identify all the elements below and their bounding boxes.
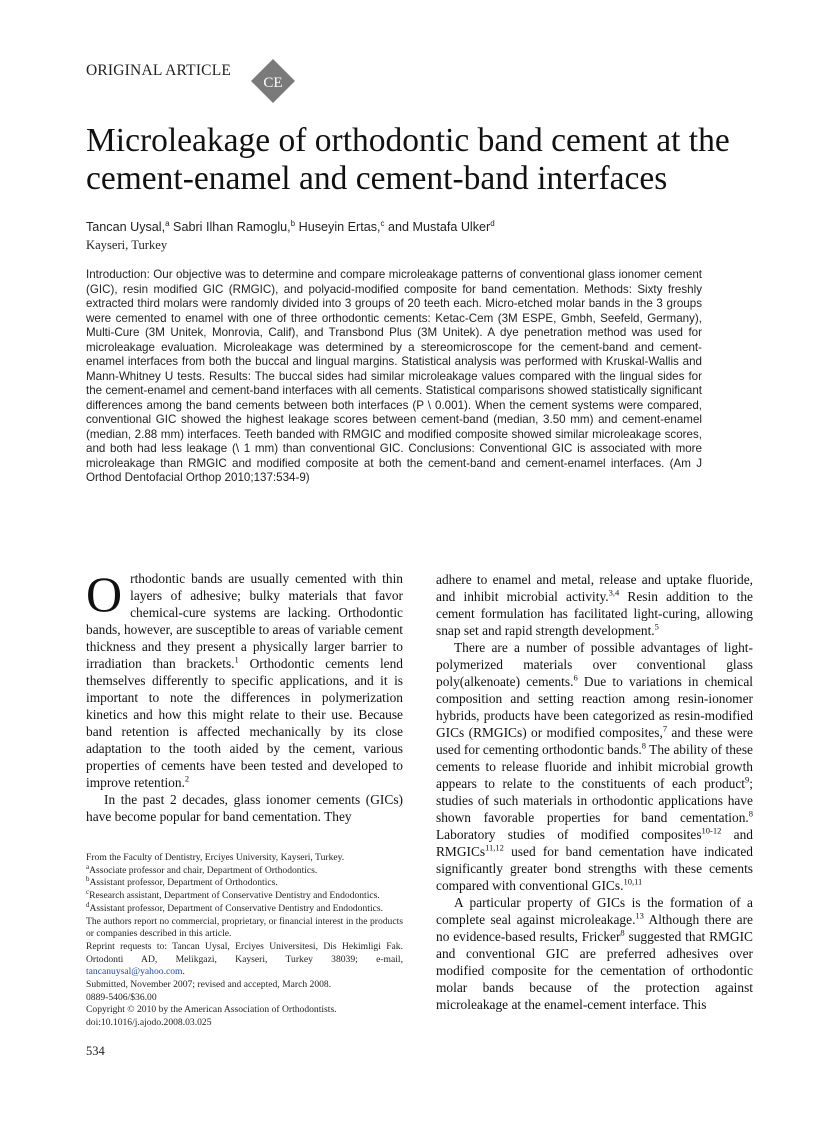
- reprint-end: .: [182, 966, 185, 978]
- affiliation-footnote: [86, 862, 403, 878]
- citation-mark: 8: [641, 740, 647, 751]
- citation-mark: 10,11: [623, 876, 643, 887]
- author-name: and Mustafa Ulker: [384, 220, 491, 235]
- citation-mark: 8: [748, 808, 753, 819]
- text-run: A particular property of GICs is the formation of a complete seal against microleakage.: [436, 895, 753, 927]
- abstract: Introduction: Our objective was to determine and compare microleakage patterns of conventional glass ionomer cement (GIC), resin modified GIC (RMGIC), and polyacid-modified composite for band cementation. Methods: Sixty freshly extracted third molars were randomly divided into 3 groups of 20 teeth each. Micro-etched molar bands in the 3 groups were cemented to enamel with one of three orthodontic cements: Ketac-Cem (3M ESPE, Gmbh, Seefeld, Germany), Multi-Cure (3M Unitek, Monrovia, Calif), and Transbond Plus (3M Unitek). A dye penetration method was used for microleakage evaluation. Microleakage was determined by a stereomicroscope for the cement-band and cement-enamel interfaces from both the buccal and lingual margins. Statistical analysis was performed with Kruskal-Wallis and Mann-Whitney U tests. Results: The buccal sides had similar microleakage values compared with the lingual sides for the cement-enamel and cement-band interfaces with all cements. Statistical comparisons showed statistically significant differences among the band cements between both interfaces (P \ 0.001). When the cement systems were compared, conventional GIC showed the highest leakage scores between cement-band (median, 3.50 mm) and cement-enamel (median, 2.88 mm) interfaces. Teeth banded with RMGIC and modified composite showed similar microleakage scores, and both had less leakage (\ 1 mm) than conventional GIC. Conclusions: Conventional GIC is associated with more microleakage than RMGIC and modified composite at both the cement-band and cement-enamel interfaces. (Am J Orthod Dentofacial Orthop 2010;137:534-9): [86, 268, 702, 484]
- affiliation-footnote: [86, 900, 403, 916]
- affiliation-footnote: [86, 877, 403, 890]
- page-number: 534: [86, 1044, 105, 1058]
- citation-mark: 9: [745, 774, 750, 785]
- body-paragraph: [436, 894, 753, 1013]
- footnote-doi: doi:10.1016/j.ajodo.2008.03.025: [86, 1017, 212, 1029]
- affiliation-mark: a: [86, 862, 90, 871]
- section-label: ORIGINAL ARTICLE: [86, 62, 232, 79]
- footnote-disclosure: The authors report no commercial, proprietary, or financial interest in the products or companies described in this article.: [86, 915, 403, 940]
- continuing-education-badge-icon: [250, 58, 296, 104]
- citation-mark: 1: [234, 654, 239, 665]
- footnote-reprint: [86, 941, 403, 979]
- affiliation-mark: a: [165, 219, 170, 228]
- affiliation-footnote: [86, 887, 403, 903]
- affiliation-mark: d: [86, 900, 90, 909]
- affiliation-text: Assistant professor, Department of Orthodontics.: [89, 877, 278, 889]
- reprint-text: Reprint requests to: Tancan Uysal, Erciyes Universitesi, Dis Hekimligi Fak. Ortodonti AD, Melikgazi, Kayseri, Turkey 38039; e-mail,: [86, 940, 403, 965]
- text-run: and these were used for cementing orthodontic bands.: [436, 725, 753, 757]
- footnote-copyright: Copyright © 2010 by the American Association of Orthodontists.: [86, 1004, 337, 1016]
- citation-mark: 2: [184, 773, 190, 784]
- text-run: Resin addition to the cement formulation has facilitated light-curing, allowing snap set and rapid strength development.: [436, 589, 754, 638]
- email-link[interactable]: tancanuysal@yahoo.com: [86, 966, 183, 978]
- citation-mark: 8: [620, 927, 625, 938]
- text-run: Due to variations in chemical composition and setting reaction among resin-ionomer hybrids, products have been categorized as resin-modified GICs (RMGICs) or modified composites,: [436, 674, 753, 740]
- drop-cap: O: [86, 566, 123, 622]
- body-column-left: [86, 566, 403, 825]
- affiliation-mark: c: [380, 219, 385, 228]
- body-paragraph: [86, 791, 403, 825]
- affiliation-mark: c: [86, 887, 90, 896]
- body-paragraph: [86, 566, 403, 791]
- text-run: Orthodontic cements lend themselves differently to specific applications, and it is important to note the differences in polymerization kinetics and how this might relate to their use. Because band retention is affected mechanically by its close adaptation to the tooth aided by the cement, various properties of cements have been tested and developed to improve retention.: [86, 656, 403, 790]
- citation-mark: 3,4: [608, 587, 620, 598]
- text-run: suggested that RMGIC and conventional GIC are preferred adhesives over modified composite for the cementation of orthodontic molar bands because of the protection against microleakage at the enamel-cement interface. This: [436, 929, 753, 1012]
- citation-mark: 6: [573, 672, 578, 683]
- text-run: Although there are no evidence-based results, Fricker: [436, 912, 753, 944]
- affiliation-text: Associate professor and chair, Department of Orthodontics.: [89, 864, 318, 876]
- affiliation-list: [86, 862, 403, 916]
- footnote-issn: 0889-5406/$36.00: [86, 991, 157, 1003]
- text-run: rthodontic bands are usually cemented with thin layers of adhesive; bulky materials that favor chemical-cure systems are lacking. Orthodontic bands, however, are susceptible to areas of variable cement thickness and they present a physically larger barrier to irradiation than brackets.: [86, 571, 403, 671]
- author-list: [86, 219, 495, 234]
- badge-text: CE: [263, 75, 283, 91]
- citation-mark: 5: [654, 621, 659, 632]
- author-name: Huseyin Ertas,: [295, 220, 381, 235]
- author-location: Kayseri, Turkey: [86, 238, 168, 252]
- citation-mark: 11,12: [485, 842, 504, 853]
- text-run: In the past 2 decades, glass ionomer cements (GICs) have become popular for band cementation. They: [86, 792, 403, 824]
- affiliation-mark: b: [290, 219, 296, 228]
- affiliation-text: Assistant professor, Department of Conservative Dentistry and Endodontics.: [89, 902, 383, 914]
- citation-mark: 7: [662, 723, 668, 734]
- author-name: Tancan Uysal,: [86, 220, 166, 235]
- body-paragraph: [436, 571, 753, 639]
- text-run: There are a number of possible advantages of light-polymerized materials over conventional glass poly(alkenoate) cements.: [436, 640, 753, 689]
- affiliation-mark: d: [490, 219, 495, 228]
- author-name: Sabri Ilhan Ramoglu,: [169, 220, 291, 235]
- text-run: The ability of these cements to release fluoride and inhibit microbial growth appears to relate to the constituents of each product: [436, 742, 753, 791]
- text-run: Laboratory studies of modified composites: [436, 827, 702, 842]
- citation-mark: 13: [635, 910, 644, 921]
- body-paragraph: [436, 639, 753, 894]
- footnote-submitted: Submitted, November 2007; revised and accepted, March 2008.: [86, 979, 332, 991]
- text-run: and RMGICs: [436, 827, 754, 859]
- affiliation-mark: b: [86, 875, 90, 884]
- article-title: Microleakage of orthodontic band cement at the cement-enamel and cement-band interfaces: [86, 122, 730, 197]
- text-run: adhere to enamel and metal, release and uptake fluoride, and inhibit microbial activity.: [436, 572, 753, 604]
- footnote-from: From the Faculty of Dentistry, Erciyes University, Kayseri, Turkey.: [86, 852, 345, 863]
- citation-mark: 10-12: [701, 825, 722, 836]
- body-column-right: [436, 571, 753, 1013]
- footnotes: [86, 852, 403, 1030]
- affiliation-text: Research assistant, Department of Conservative Dentistry and Endodontics.: [89, 890, 380, 902]
- text-run: ; studies of such materials in orthodontic applications have shown favorable properties for band cementation.: [436, 776, 753, 825]
- text-run: used for band cementation have indicated significantly greater bond strengths with these cements compared with conventional GICs.: [436, 844, 753, 893]
- left-paragraphs: [86, 566, 403, 825]
